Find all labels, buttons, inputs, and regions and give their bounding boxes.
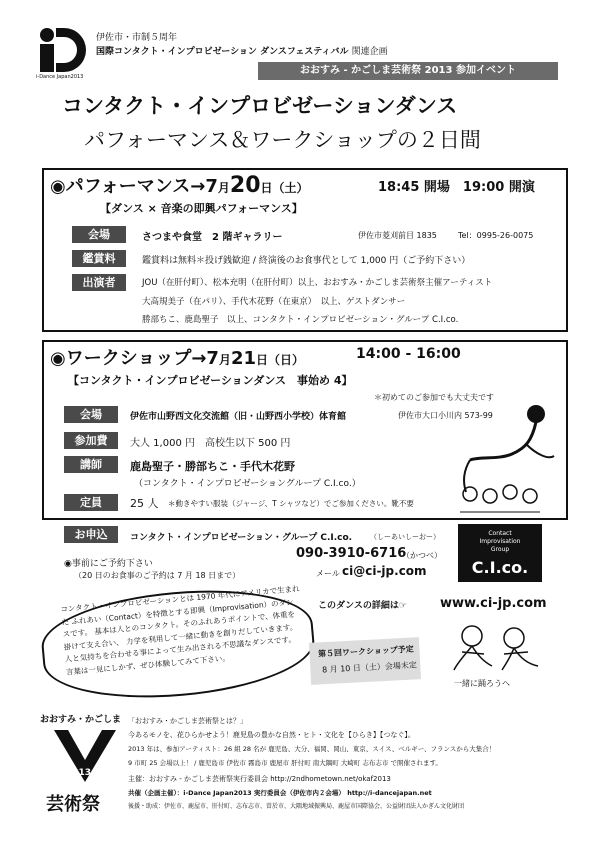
workshop-venue-address: 伊佐市大口小川内 573-99 [398, 411, 493, 420]
performance-cast-tag: 出演者 [72, 274, 126, 291]
i-dance-logo-icon [56, 28, 86, 72]
performance-day: 20 [229, 173, 261, 198]
festival-logo-bottom: 芸術祭 [46, 794, 100, 815]
sub-title: パフォーマンス＆ワークショップの２日間 [84, 128, 481, 152]
main-title: コンタクト・インプロビゼーションダンス [62, 94, 458, 118]
performance-heading [50, 172, 309, 198]
performance-time: 18:45 開場 19:00 開演 [378, 180, 535, 195]
workshop-month-suffix: 月 [218, 353, 231, 367]
apply-org-reading: （しーあいしーおー） [370, 533, 440, 541]
cohost-line: 共催（企画主催）：i-Dance Japan2013 実行委員会（伊佐市内２会場） http://i-dancejapan.net [128, 789, 432, 797]
cico-logo-name: C.I.co. [471, 558, 529, 577]
workshop-time: 14:00 - 16:00 [356, 346, 461, 362]
doodle-caption: 一緒に踊ろうヘ [454, 679, 510, 688]
performance-cast-1: JOU（在肝付町）、松本充明（在肝付町）以上、おおすみ・かごしま芸術祭主催アーティスト [142, 278, 493, 288]
apply-reserve-deadline: （20 日のお食事のご予約は 7 月 18 日まで） [74, 571, 241, 580]
host-line: 主催：おおすみ - かごしま芸術祭実行委員会 http://2ndhometown.net/okaf2013 [128, 775, 391, 783]
support-line: 後援・助成：伊佐市、鹿屋市、肝付町、志布志市、曽於市、大隅地域振興局、鹿屋市国際協会、公益財団法人かぎん文化財団 [128, 803, 465, 810]
workshop-capacity: 25 人 [130, 497, 159, 510]
apply-org: コンタクト・インプロビゼーション・グループ C.I.co. [130, 533, 353, 543]
workshop-instructors: 鹿島聖子・勝部ちこ・手代木花野 [130, 460, 295, 473]
festival-logo-top: おおすみ・かごしま [40, 715, 122, 725]
workshop-heading [50, 344, 304, 370]
festival-logo-year: 2013 [66, 768, 92, 778]
workshop-heading-label: ◉ワークショップ→7 [50, 348, 219, 369]
festival-suffix: 関連企画 [351, 47, 388, 57]
performance-cast-2: 大高規美子（在パリ）、手代木花野（在東京） 以上、ゲストダンサー [142, 297, 406, 307]
workshop-day: 21 [230, 348, 257, 369]
cico-logo [458, 524, 542, 582]
performance-subtitle: 【ダンス × 音楽の即興パフォーマンス】 [100, 202, 303, 215]
apply-phone: 090-3910-6716 [296, 546, 407, 561]
performance-venue-address: 伊佐市菱刈前目 1835 [358, 231, 437, 240]
performance-month-suffix: 月 [217, 181, 230, 195]
dancing-doodle-icon [448, 618, 544, 674]
cico-logo-small-text: Contact Improvisation Group [479, 530, 521, 553]
apply-phone-name: （かつべ） [402, 551, 442, 560]
city-anniversary-line: 伊佐市・市制５周年 [96, 33, 178, 43]
workshop-subtitle: 【コンタクト・インプロビゼーションダンス 事始め 4】 [68, 374, 353, 387]
dancers-illustration [440, 400, 562, 516]
i-dance-logo-bar [40, 44, 54, 72]
logo-caption: i-Dance Japan2013 [36, 74, 84, 80]
apply-tag: お申込 [64, 526, 118, 543]
next-workshop-date: 8 月 10 日（土）会場未定 [321, 660, 418, 675]
workshop-venue: 伊佐市山野西文化交流館（旧・山野西小学校）体育館 [130, 412, 347, 422]
details-label: このダンスの詳細は☞ [318, 601, 407, 611]
performance-heading-label: ◉パフォーマンス→7 [50, 176, 218, 197]
apply-mail-link[interactable]: ci@ci-jp.com [342, 564, 427, 578]
performance-venue: さつまや食堂 2 階ギャラリー [142, 232, 283, 243]
festival-name: 国際コンタクト・インプロビゼーション ダンスフェスティバル [96, 47, 349, 57]
workshop-capacity-tag: 定員 [64, 494, 118, 511]
workshop-note: ＊初めてのご参加でも大丈夫です [374, 393, 494, 402]
apply-mail-label: メール [316, 569, 340, 578]
event-band: おおすみ - かごしま芸術祭 2013 参加イベント [258, 62, 558, 80]
workshop-day-suffix: 日（日） [256, 353, 305, 367]
workshop-instructor-group: （コンタクト・インプロビゼーショングループ C.I.co.） [134, 479, 361, 489]
workshop-fee-tag: 参加費 [64, 432, 118, 449]
about-title: 「おおすみ・かごしま芸術祭とは？」 [128, 717, 247, 725]
performance-venue-tel: Tel：0995-26-0075 [458, 231, 534, 240]
i-dance-logo-dot [40, 28, 54, 42]
performance-fee-tag: 鑑賞料 [72, 250, 126, 267]
festival-line [96, 44, 388, 57]
workshop-venue-tag: 会場 [64, 406, 118, 423]
about-line-1: 今あるモノを、花ひらかせよう！鹿児島の豊かな自然・ヒト・文化を【ひらき】【つなぐ】。 [128, 731, 415, 739]
details-url-link[interactable]: www.ci-jp.com [440, 596, 547, 611]
workshop-instructor-tag: 講師 [64, 456, 118, 473]
performance-venue-tag: 会場 [72, 226, 126, 243]
about-line-3: 9 市町 25 会場以上！ / 鹿児島市 伊佐市 霧島市 鹿屋市 肝付町 南大隅町 大崎町 志布志市 で開催されます。 [128, 759, 442, 767]
description-bubble-text: コンタクト・インプロビゼーションとは 1970 年代にアメリカで生まれた ふれあい（Contact）を特徴とする即興（Improvisation）のダンスです。 基本は人とのコンタクト。そのふれあうポイントで、体重を掛けて支え合い、 力学を利用して一緒に動きを創りだしていきます。 人と気持ちを合わせる事によって生み出される不思議なダンスです。 言葉は一見にしかず、ぜひ体験してみて下さい。 [60, 584, 300, 677]
performance-day-suffix: 日（土） [260, 181, 309, 195]
next-workshop-title: 第５回ワークショップ予定 [317, 644, 415, 659]
performance-cast-3: 勝部ちこ、鹿島聖子 以上、コンタクト・インプロビゼーション・グループ C.I.co. [142, 315, 459, 325]
performance-fee: 鑑賞料は無料＊投げ銭歓迎 / 終演後のお食事代として 1,000 円（ご予約下さい） [142, 256, 471, 266]
workshop-fee: 大人 1,000 円 高校生以下 500 円 [130, 438, 291, 449]
apply-reserve-note: ◉事前にご予約下さい [64, 559, 153, 569]
about-line-2: 2013 年は、参加アーティスト：26 組 28 名が 鹿児島、大分、福岡、岡山、東京、スイス、ベルギー、フランスから大集合！ [128, 745, 496, 753]
workshop-capacity-note: ＊動きやすい服装（ジャージ、T シャツなど）でご参加ください。靴不要 [168, 499, 414, 508]
